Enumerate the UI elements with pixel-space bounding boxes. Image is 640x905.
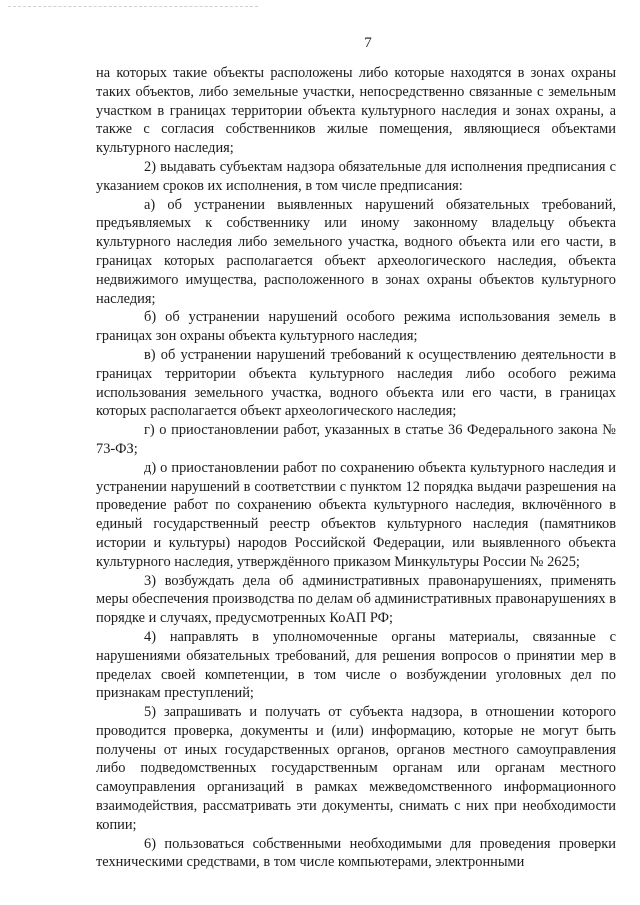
paragraph: б) об устранении нарушений особого режима использования земель в границах зон охраны объекта культурного наследия; — [96, 309, 616, 345]
scan-artifact — [8, 6, 258, 11]
paragraph: 4) направлять в уполномоченные органы материалы, связанные с нарушениями обязательных требований, для решения вопросов о принятии мер в пределах своей компетенции, в том числе о возбуждении уголовных дел по признакам преступлений; — [96, 628, 616, 702]
paragraph: 6) пользоваться собственными необходимыми для проведения проверки техническими средствами, в том числе компьютерами, электронными — [96, 835, 616, 871]
paragraph: на которых такие объекты расположены либо которые находятся в зонах охраны таких объектов, либо земельные участки, непосредственно связанные с земельным участком в границах территории объекта культурного наследия и зонах охраны, а также с согласия собственников жилые помещения, являющиеся объектами культурного наследия; — [96, 65, 616, 157]
document-page — [96, 34, 616, 872]
paragraph: 2) выдавать субъектам надзора обязательные для исполнения предписания с указанием сроков их исполнения, в том числе предписания: — [96, 158, 616, 194]
paragraph: г) о приостановлении работ, указанных в статье 36 Федерального закона № 73-ФЗ; — [96, 422, 616, 457]
paragraph: а) об устранении выявленных нарушений обязательных требований, предъявляемых к собственнику или иному законному владельцу объекта культурного наследия либо земельного участка, водного объекта или его части, в границах которых располагается объект археологического наследия, объекта недвижимого имущества, расположенного в зонах охраны объектов культурного наследия; — [96, 196, 616, 307]
paragraph: в) об устранении нарушений требований к осуществлению деятельности в границах территории объекта культурного наследия либо особого режима использования земельного участка, водного объекта или его части, в границах которых располагается объект археологического наследия; — [96, 346, 616, 420]
paragraph: д) о приостановлении работ по сохранению объекта культурного наследия и устранении нарушений в соответствии с пунктом 12 порядка выдачи разрешения на проведение работ по сохранению объекта культурного наследия, включённого в единый государственный реестр объектов культурного наследия (памятников истории и культуры) народов Российской Федерации, или выявленного объекта культурного наследия, утверждённого приказом Минкультуры России № 2625; — [96, 459, 616, 570]
paragraph: 5) запрашивать и получать от субъекта надзора, в отношении которого проводится проверка, документы и (или) информацию, которые не могут быть получены от иных государственных органов, органов местного самоуправления либо подведомственных государственным органам или органам местного самоуправления организаций в рамках межведомственного информационного взаимодействия, рассматривать эти документы, снимать с них при необходимости копии; — [96, 704, 616, 833]
document-body — [96, 64, 616, 872]
paragraph: 3) возбуждать дела об административных правонарушениях, применять меры обеспечения производства по делам об административных правонарушениях в порядке и случаях, предусмотренных КоАП РФ; — [96, 572, 616, 627]
page-number: 7 — [364, 35, 372, 51]
